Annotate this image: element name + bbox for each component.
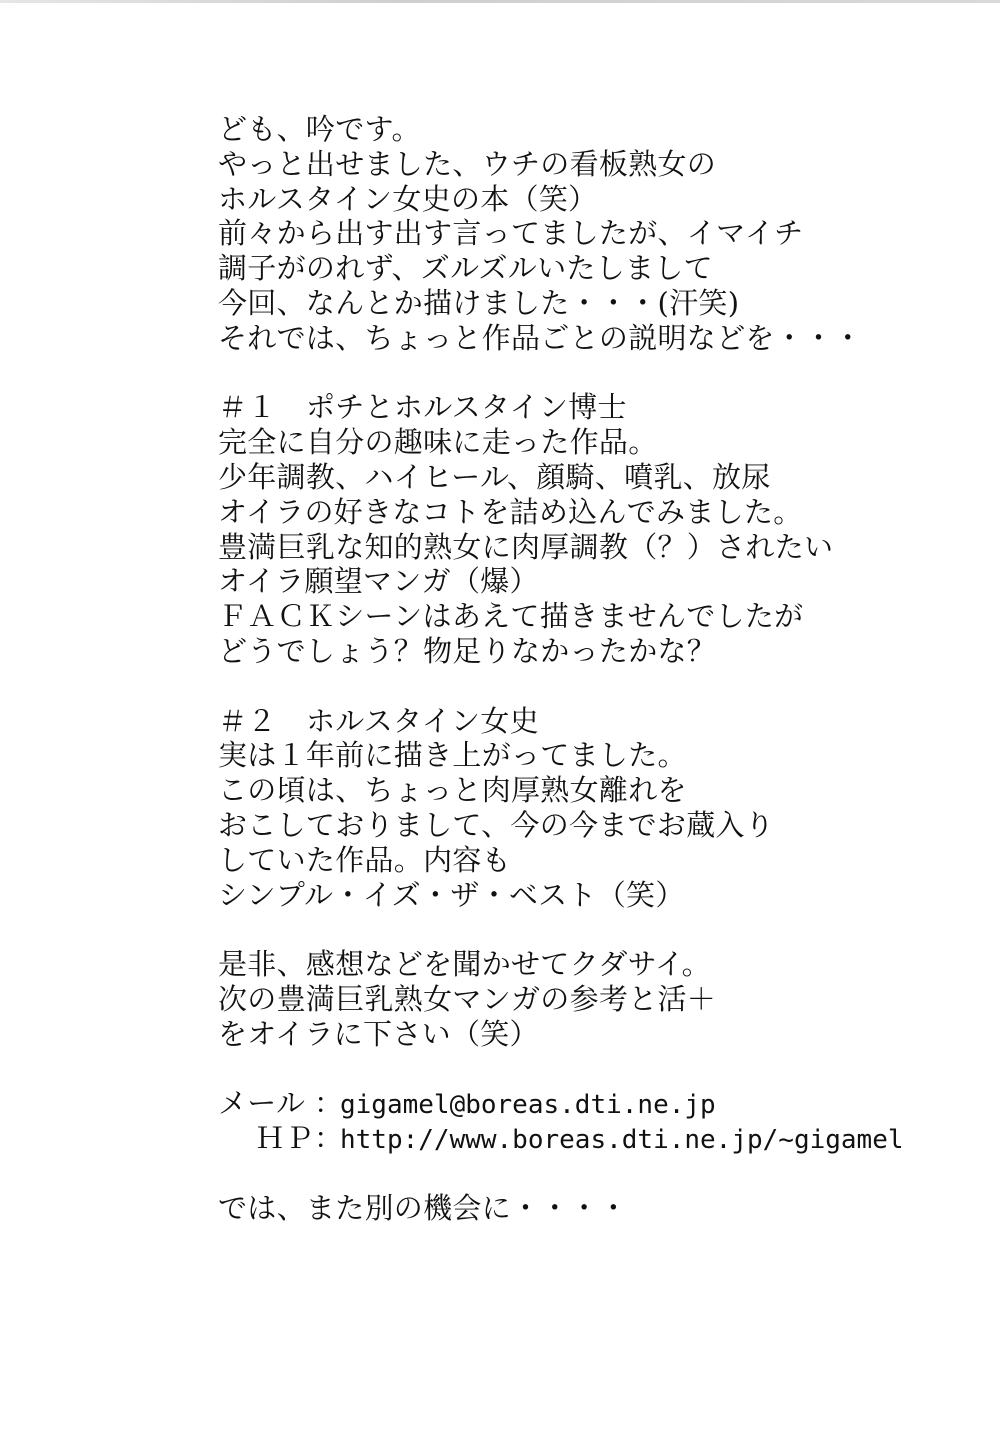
section-2-line: 実は１年前に描き上がってました。 bbox=[218, 738, 687, 773]
section-1-line: オイラの好きなコトを詰め込んでみました。 bbox=[218, 494, 803, 529]
intro-line: ホルスタイン女史の本（笑） bbox=[218, 181, 598, 216]
hp-url: http://www.boreas.dti.ne.jp/~gigamel bbox=[340, 1125, 904, 1156]
request-paragraph bbox=[218, 947, 958, 1051]
closing-line: では、また別の機会に・・・・ bbox=[218, 1190, 629, 1225]
mail-address: gigamel@boreas.dti.ne.jp bbox=[340, 1090, 716, 1121]
intro-paragraph bbox=[218, 112, 958, 356]
section-1-heading bbox=[218, 390, 958, 425]
section-2-line: この頃は、ちょっと肉厚熟女離れを bbox=[218, 773, 687, 808]
section-2-title: ホルスタイン女史 bbox=[306, 703, 539, 738]
section-2-line: おこしておりまして、今の今までお蔵入り bbox=[218, 807, 775, 842]
page-top-edge bbox=[0, 0, 1000, 3]
paragraph-gap bbox=[218, 1156, 958, 1191]
section-1-line: ＦＡＣＫシーンはあえて描きませんでしたが bbox=[218, 599, 804, 634]
mail-label: メール bbox=[218, 1086, 306, 1121]
intro-line: 前々から出す出す言ってましたが、イマイチ bbox=[218, 216, 804, 251]
paragraph-gap bbox=[218, 356, 958, 391]
request-line: 是非、感想などを聞かせてクダサイ。 bbox=[218, 947, 711, 982]
paragraph-gap bbox=[218, 912, 958, 947]
hp-label: ＨＰ bbox=[255, 1121, 314, 1156]
request-line: をオイラに下さい（笑） bbox=[218, 1016, 539, 1051]
section-2-number: ＃２ bbox=[218, 703, 277, 738]
intro-line: 調子がのれず、ズルズルいたしまして bbox=[218, 251, 713, 286]
paragraph-gap bbox=[218, 1052, 958, 1087]
section-2-line: シンプル・イズ・ザ・ベスト（笑） bbox=[218, 877, 685, 912]
section-1-line: オイラ願望マンガ（爆） bbox=[218, 564, 539, 599]
section-2-heading bbox=[218, 704, 958, 739]
request-line: 次の豊満巨乳熟女マンガの参考と活＋ bbox=[218, 981, 717, 1016]
intro-line: 今回、なんとか描けました・・・(汗笑) bbox=[218, 285, 740, 320]
paragraph-gap bbox=[218, 669, 958, 704]
afterword-text bbox=[218, 112, 958, 1226]
hp-separator: ： bbox=[314, 1121, 344, 1156]
section-1-number: ＃１ bbox=[218, 390, 277, 425]
mail-separator: ： bbox=[314, 1086, 344, 1121]
contact-info bbox=[218, 1086, 958, 1156]
section-2 bbox=[218, 704, 958, 913]
section-1 bbox=[218, 390, 958, 668]
section-2-line: していた作品。内容も bbox=[218, 842, 512, 877]
hp-row bbox=[218, 1121, 958, 1156]
section-1-line: 完全に自分の趣味に走った作品。 bbox=[218, 425, 658, 460]
intro-line: ども、吟です。 bbox=[218, 112, 421, 146]
intro-line: それでは、ちょっと作品ごとの説明などを・・・ bbox=[218, 320, 863, 355]
section-1-line: 少年調教、ハイヒール、顔騎、噴乳、放尿 bbox=[218, 459, 771, 494]
intro-line: やっと出せました、ウチの看板熟女の bbox=[218, 146, 717, 181]
mail-row bbox=[218, 1086, 958, 1121]
section-1-line: 豊満巨乳な知的熟女に肉厚調教（？）されたい bbox=[218, 529, 834, 564]
section-1-line: どうでしょう？物足りなかったかな？ bbox=[218, 633, 717, 668]
section-1-title: ポチとホルスタイン博士 bbox=[306, 390, 627, 425]
